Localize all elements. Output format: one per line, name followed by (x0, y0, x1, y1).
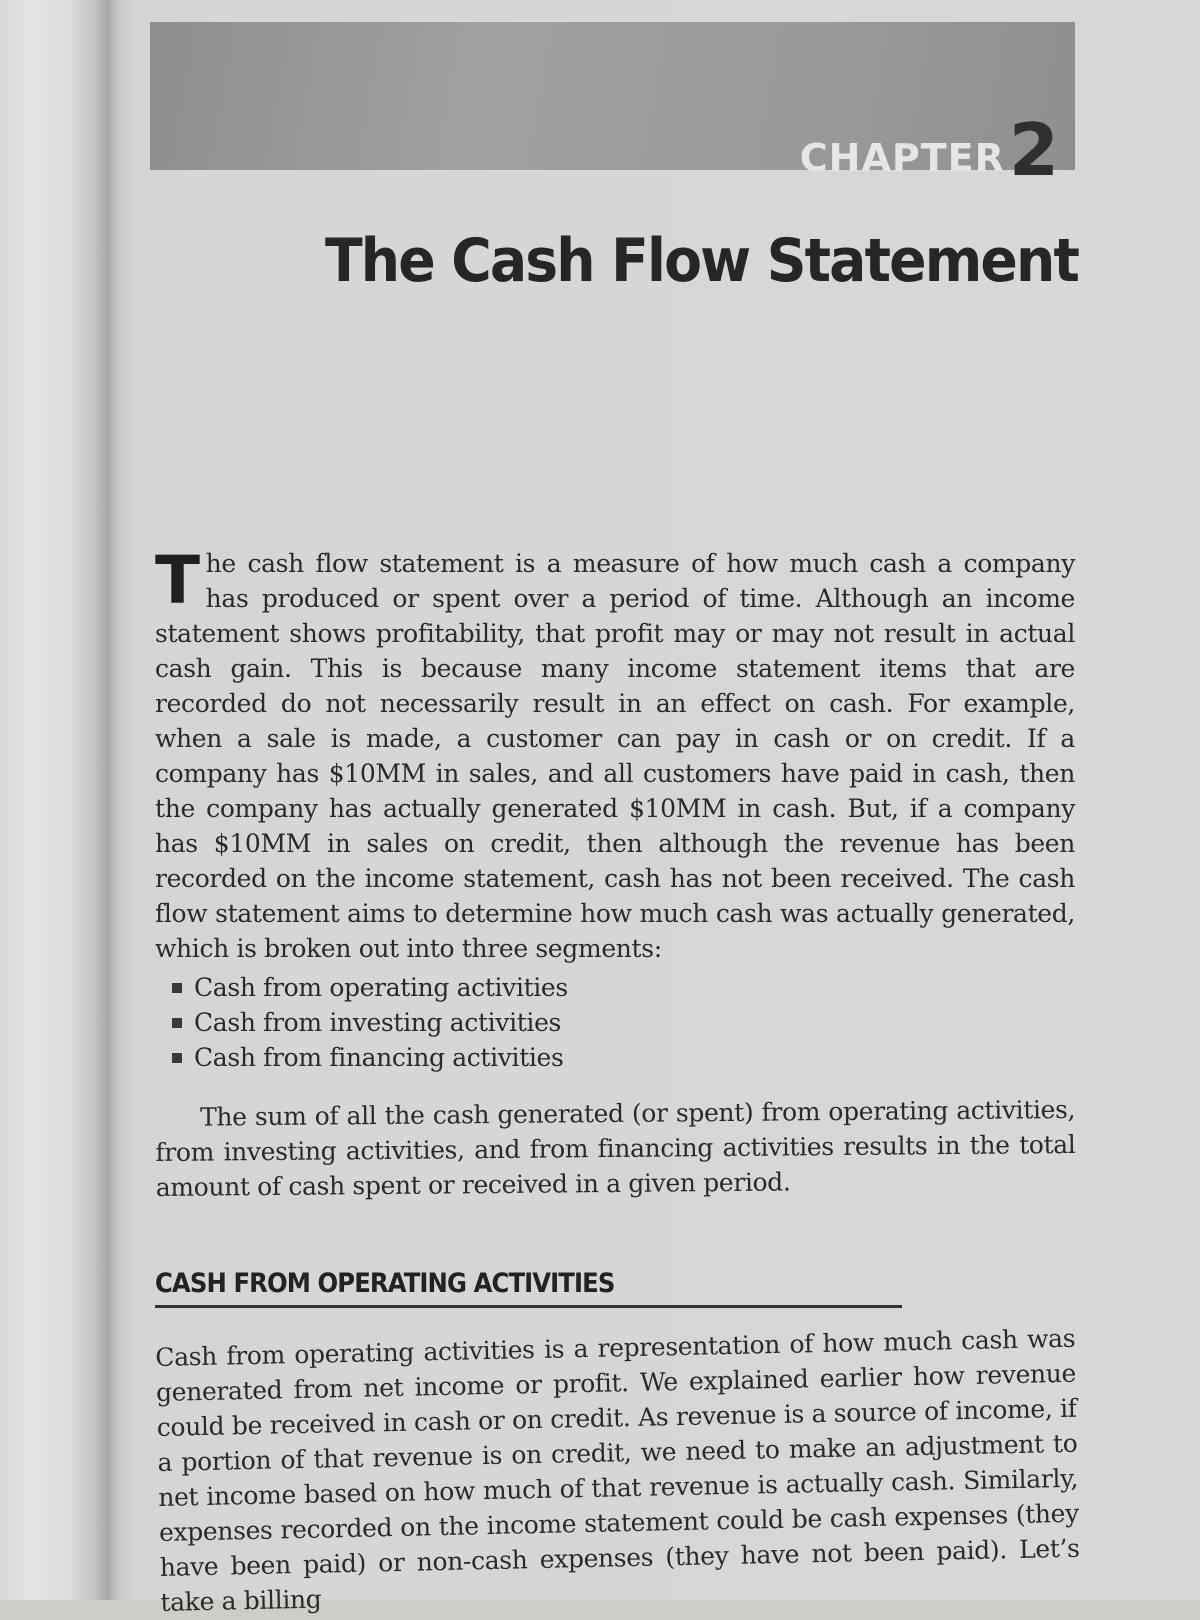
intro-text: he cash flow statement is a measure of how much cash a company has produced or spent over a period of time. Although an income statement shows profitability, that profit may or may not result in actual cash gain. This is because many income statement items that are recorded do not necessarily result in an effect on cash. For example, when a sale is made, a customer can pay in cash or on credit. If a company has $10MM in sales, and all customers have paid in cash, then the company has actually generated $10MM in cash. But, if a company has $10MM in sales on credit, then although the revenue has been recorded on the income statement, cash has not been received. The cash flow statement aims to determine how much cash was actually generated, which is broken out into three segments: (155, 549, 1075, 963)
chapter-label (0, 108, 1060, 192)
list-item (172, 970, 568, 1005)
square-bullet-icon (172, 1053, 182, 1063)
list-item-text: Cash from investing activities (194, 1008, 561, 1037)
chapter-number: 2 (1008, 108, 1060, 192)
drop-cap: T (155, 542, 200, 619)
square-bullet-icon (172, 983, 182, 993)
list-item-text: Cash from financing activities (194, 1043, 564, 1072)
chapter-title: The Cash Flow Statement (324, 226, 1078, 296)
intro-paragraph (155, 542, 1075, 966)
list-item (172, 1005, 568, 1040)
segment-list (172, 970, 568, 1075)
square-bullet-icon (172, 1018, 182, 1028)
chapter-word: CHAPTER (799, 136, 1005, 180)
section-paragraph: Cash from operating activities is a representation of how much cash was generated from net income or profit. We explained earlier how revenue could be received in cash or on credit. As revenue is a source of income, if a portion of that revenue is on credit, we need to make an adjustment to net income based on how much of that revenue is actually cash. Similarly, expenses recorded on the income statement could be cash expenses (they have been paid) or non-cash expenses (they have not been paid). Let’s take a billing (155, 1323, 1080, 1617)
section-heading: CASH FROM OPERATING ACTIVITIES (155, 1268, 902, 1308)
list-item (172, 1040, 568, 1075)
sum-paragraph: The sum of all the cash generated (or spent) from operating activities, from investing activities, and from financing activities results in the total amount of cash spent or received in a given period. (155, 1094, 1076, 1202)
list-item-text: Cash from operating activities (194, 973, 568, 1002)
